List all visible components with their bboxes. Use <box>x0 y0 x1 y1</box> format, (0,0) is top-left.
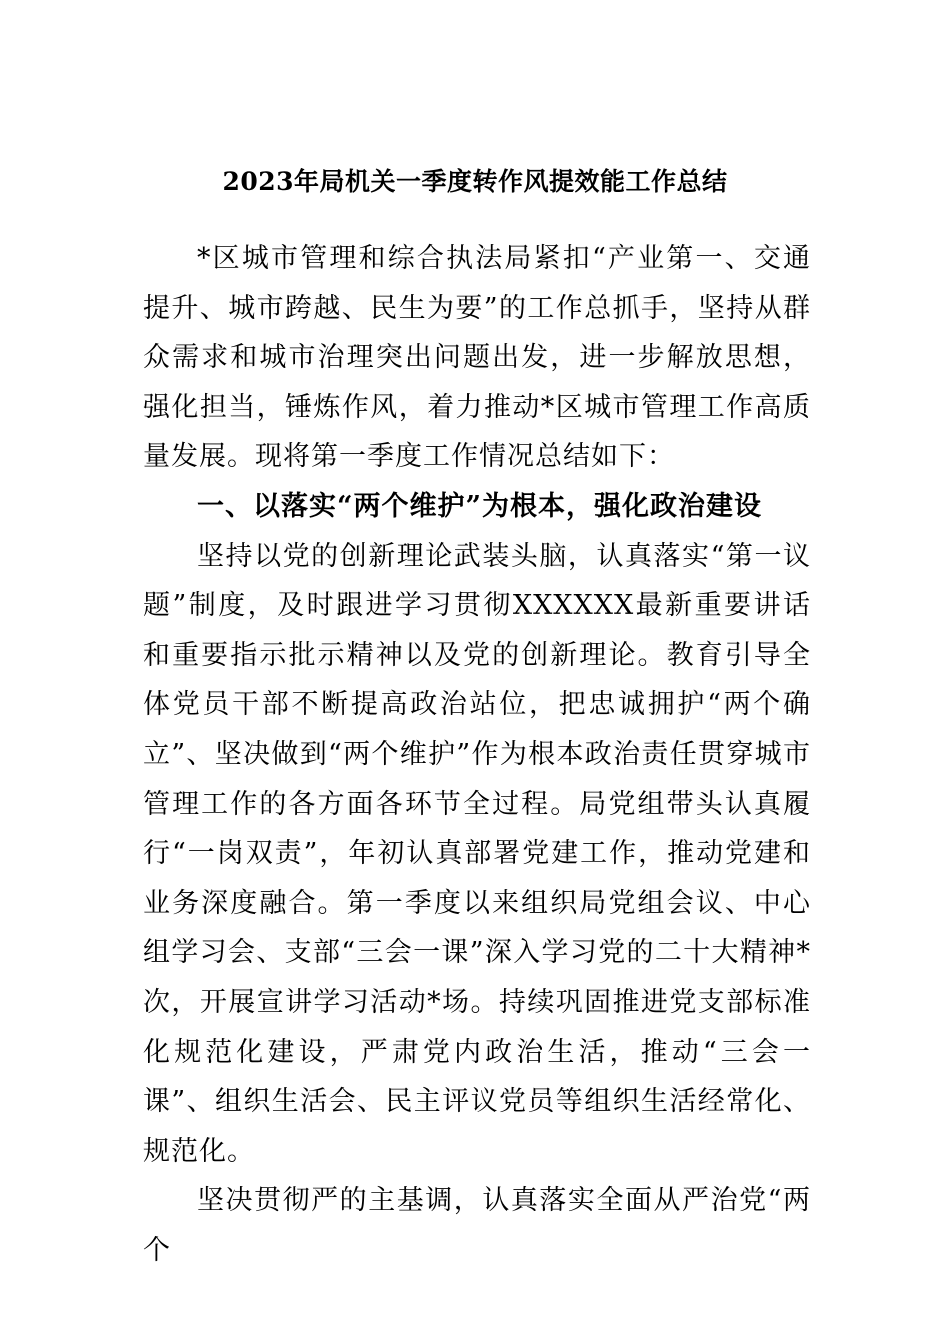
section-1-paragraph-1: 坚持以党的创新理论武装头脑，认真落实“第一议题”制度，及时跟进学习贯彻XXXXXX最新重要讲话和重要指示批示精神以及党的创新理论。教育引导全体党员干部不断提高政治站位，把忠诚拥护“两个确立”、坚决做到“两个维护”作为根本政治责任贯穿城市管理工作的各方面各环节全过程。局党组带头认真履行“一岗双责”，年初认真部署党建工作，推动党建和业务深度融合。第一季度以来组织局党组会议、中心组学习会、支部“三会一课”深入学习党的二十大精神*次，开展宣讲学习活动*场。持续巩固推进党支部标准化规范化建设，严肃党内政治生活，推动“三会一课”、组织生活会、民主评议党员等组织生活经常化、规范化。 <box>143 540 811 1167</box>
section-1-heading: 一、以落实“两个维护”为根本，强化政治建设 <box>197 490 763 522</box>
section-1-paragraph-2: 坚决贯彻严的主基调，认真落实全面从严治党“两个 <box>143 1185 811 1266</box>
document-title: 2023年局机关一季度转作风提效能工作总结 <box>222 167 728 196</box>
intro-paragraph: *区城市管理和综合执法局紧扣“产业第一、交通提升、城市跨越、民生为要”的工作总抓手，坚持从群众需求和城市治理突出问题出发，进一步解放思想，强化担当，锤炼作风，着力推动*区城市管理工作高质量发展。现将第一季度工作情况总结如下： <box>143 243 811 473</box>
document-body <box>143 234 811 1275</box>
